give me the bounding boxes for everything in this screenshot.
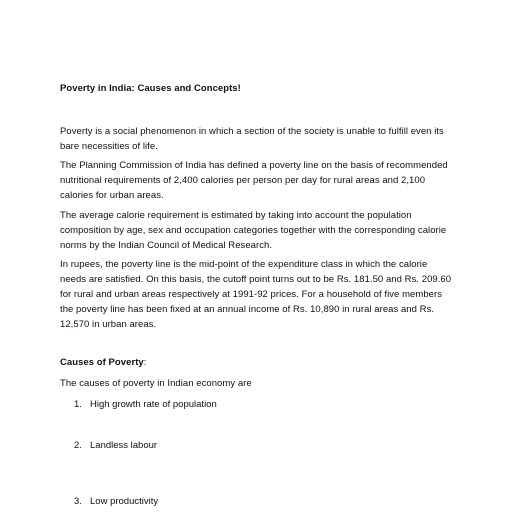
causes-intro: The causes of poverty in Indian economy are bbox=[60, 378, 252, 389]
paragraph-line: the poverty line has been fixed at an annual income of Rs. 10,890 in rural areas and Rs. bbox=[60, 304, 435, 315]
paragraph-calorie-requirement bbox=[60, 208, 446, 253]
paragraph-line: norms by the Indian Council of Medical Research. bbox=[60, 240, 273, 251]
causes-heading-colon: : bbox=[143, 357, 147, 368]
paragraph-line: bare necessities of life. bbox=[60, 141, 158, 152]
causes-heading-text: Causes of Poverty bbox=[60, 357, 144, 368]
list-item-label: Landless labour bbox=[90, 440, 158, 451]
list-item-number: 3. bbox=[74, 496, 82, 507]
list-item-label: High growth rate of population bbox=[90, 399, 217, 410]
list-item-number: 2. bbox=[74, 440, 82, 451]
paragraph-line: The average calorie requirement is estimated by taking into account the population bbox=[60, 210, 412, 221]
paragraph-line: In rupees, the poverty line is the mid-point of the expenditure class in which the calorie bbox=[60, 259, 428, 270]
paragraph-line: needs are satisfied. On this basis, the cutoff point turns out to be Rs. 181.50 and Rs. 209.60 bbox=[60, 274, 452, 285]
paragraph-line: The Planning Commission of India has defined a poverty line on the basis of recommended bbox=[60, 160, 448, 171]
paragraph-rupees bbox=[60, 257, 451, 332]
paragraph-line: 12,570 in urban areas. bbox=[60, 319, 157, 330]
paragraph-line: for rural and urban areas respectively at 1991-92 prices. For a household of five members bbox=[60, 289, 443, 300]
paragraph-line: composition by age, sex and occupation categories together with the corresponding calorie bbox=[60, 225, 447, 236]
paragraph-line: calories for urban areas. bbox=[60, 190, 164, 201]
paragraph-poverty-line bbox=[60, 158, 448, 203]
paragraph-line: nutritional requirements of 2,400 calories per person per day for rural areas and 2,100 bbox=[60, 175, 426, 186]
list-item-label: Low productivity bbox=[90, 496, 159, 507]
paragraph-line: Poverty is a social phenomenon in which a section of the society is unable to fulfill even its bbox=[60, 126, 444, 137]
list-item-number: 1. bbox=[74, 399, 82, 410]
document-title: Poverty in India: Causes and Concepts! bbox=[60, 83, 241, 94]
causes-heading bbox=[60, 355, 146, 370]
paragraph-definition bbox=[60, 124, 444, 154]
